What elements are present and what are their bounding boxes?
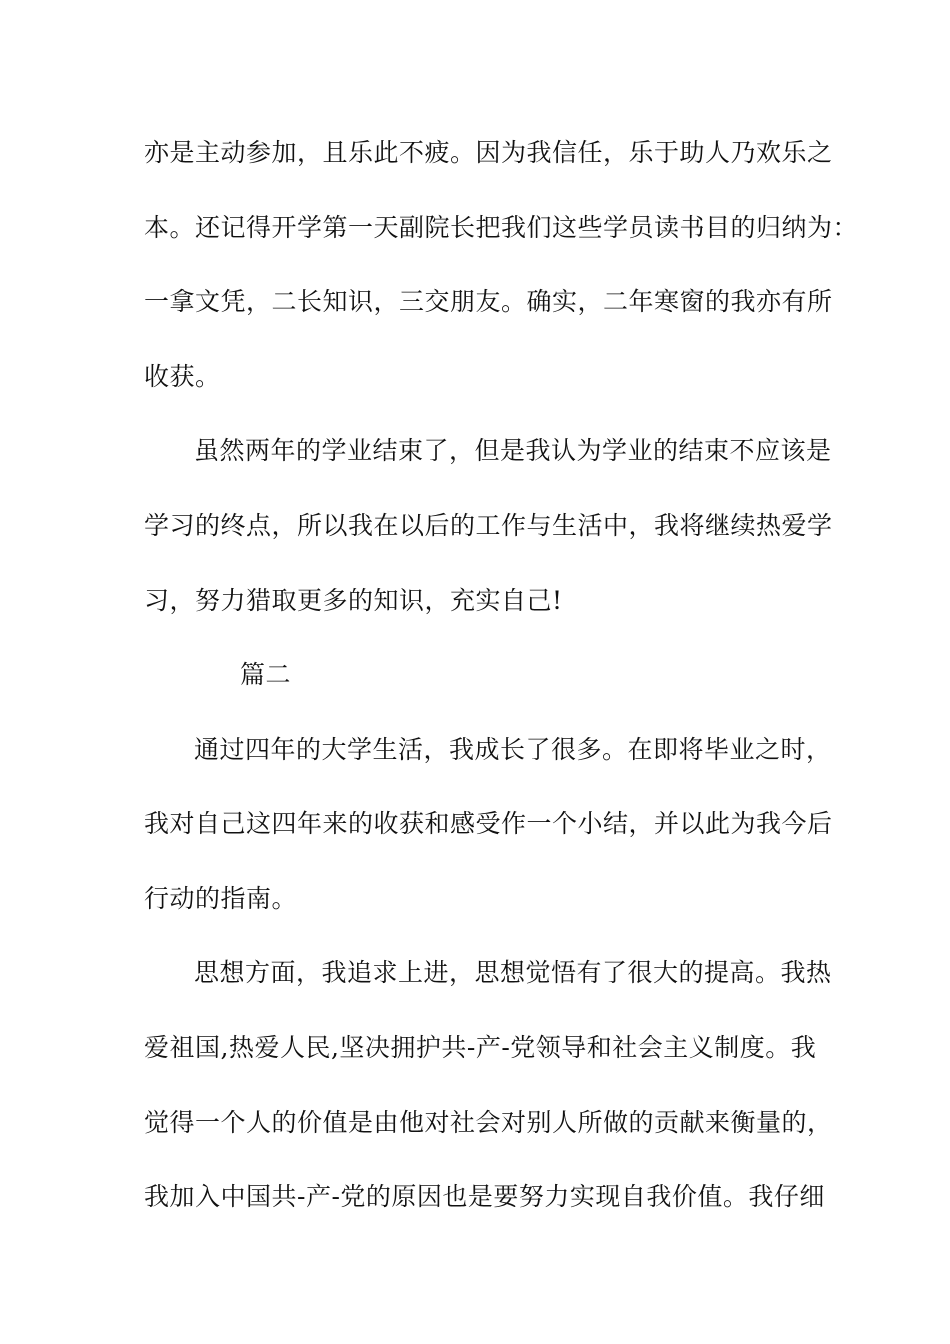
paragraph-line: 一拿文凭，二长知识，三交朋友。确实，二年寒窗的我亦有所 [144,287,833,316]
paragraph-line: 亦是主动参加，且乐此不疲。因为我信任，乐于助人乃欢乐之 [144,138,833,167]
paragraph-line: 我加入中国共-产-党的原因也是要努力实现自我价值。我仔细 [144,1182,825,1211]
paragraph-line: 行动的指南。 [144,884,298,913]
paragraph-line: 虽然两年的学业结束了，但是我认为学业的结束不应该是 [194,436,832,465]
paragraph-line: 思想方面，我追求上进，思想觉悟有了很大的提高。我热 [194,958,832,987]
paragraph-line: 通过四年的大学生活，我成长了很多。在即将毕业之时， [194,735,832,764]
paragraph-line: 本。还记得开学第一天副院长把我们这些学员读书目的归纳为： [144,213,859,242]
paragraph-line: 习，努力猎取更多的知识，充实自己! [144,586,563,615]
paragraph-line: 我对自己这四年来的收获和感受作一个小结，并以此为我今后 [144,809,833,838]
paragraph-line: 学习的终点，所以我在以后的工作与生活中，我将继续热爱学 [144,511,833,540]
paragraph-line: 爱祖国,热爱人民,坚决拥护共-产-党领导和社会主义制度。我 [144,1033,817,1062]
paragraph-line: 收获。 [144,362,221,391]
section-heading: 篇二 [240,660,292,689]
paragraph-line: 觉得一个人的价值是由他对社会对别人所做的贡献来衡量的， [144,1108,833,1137]
